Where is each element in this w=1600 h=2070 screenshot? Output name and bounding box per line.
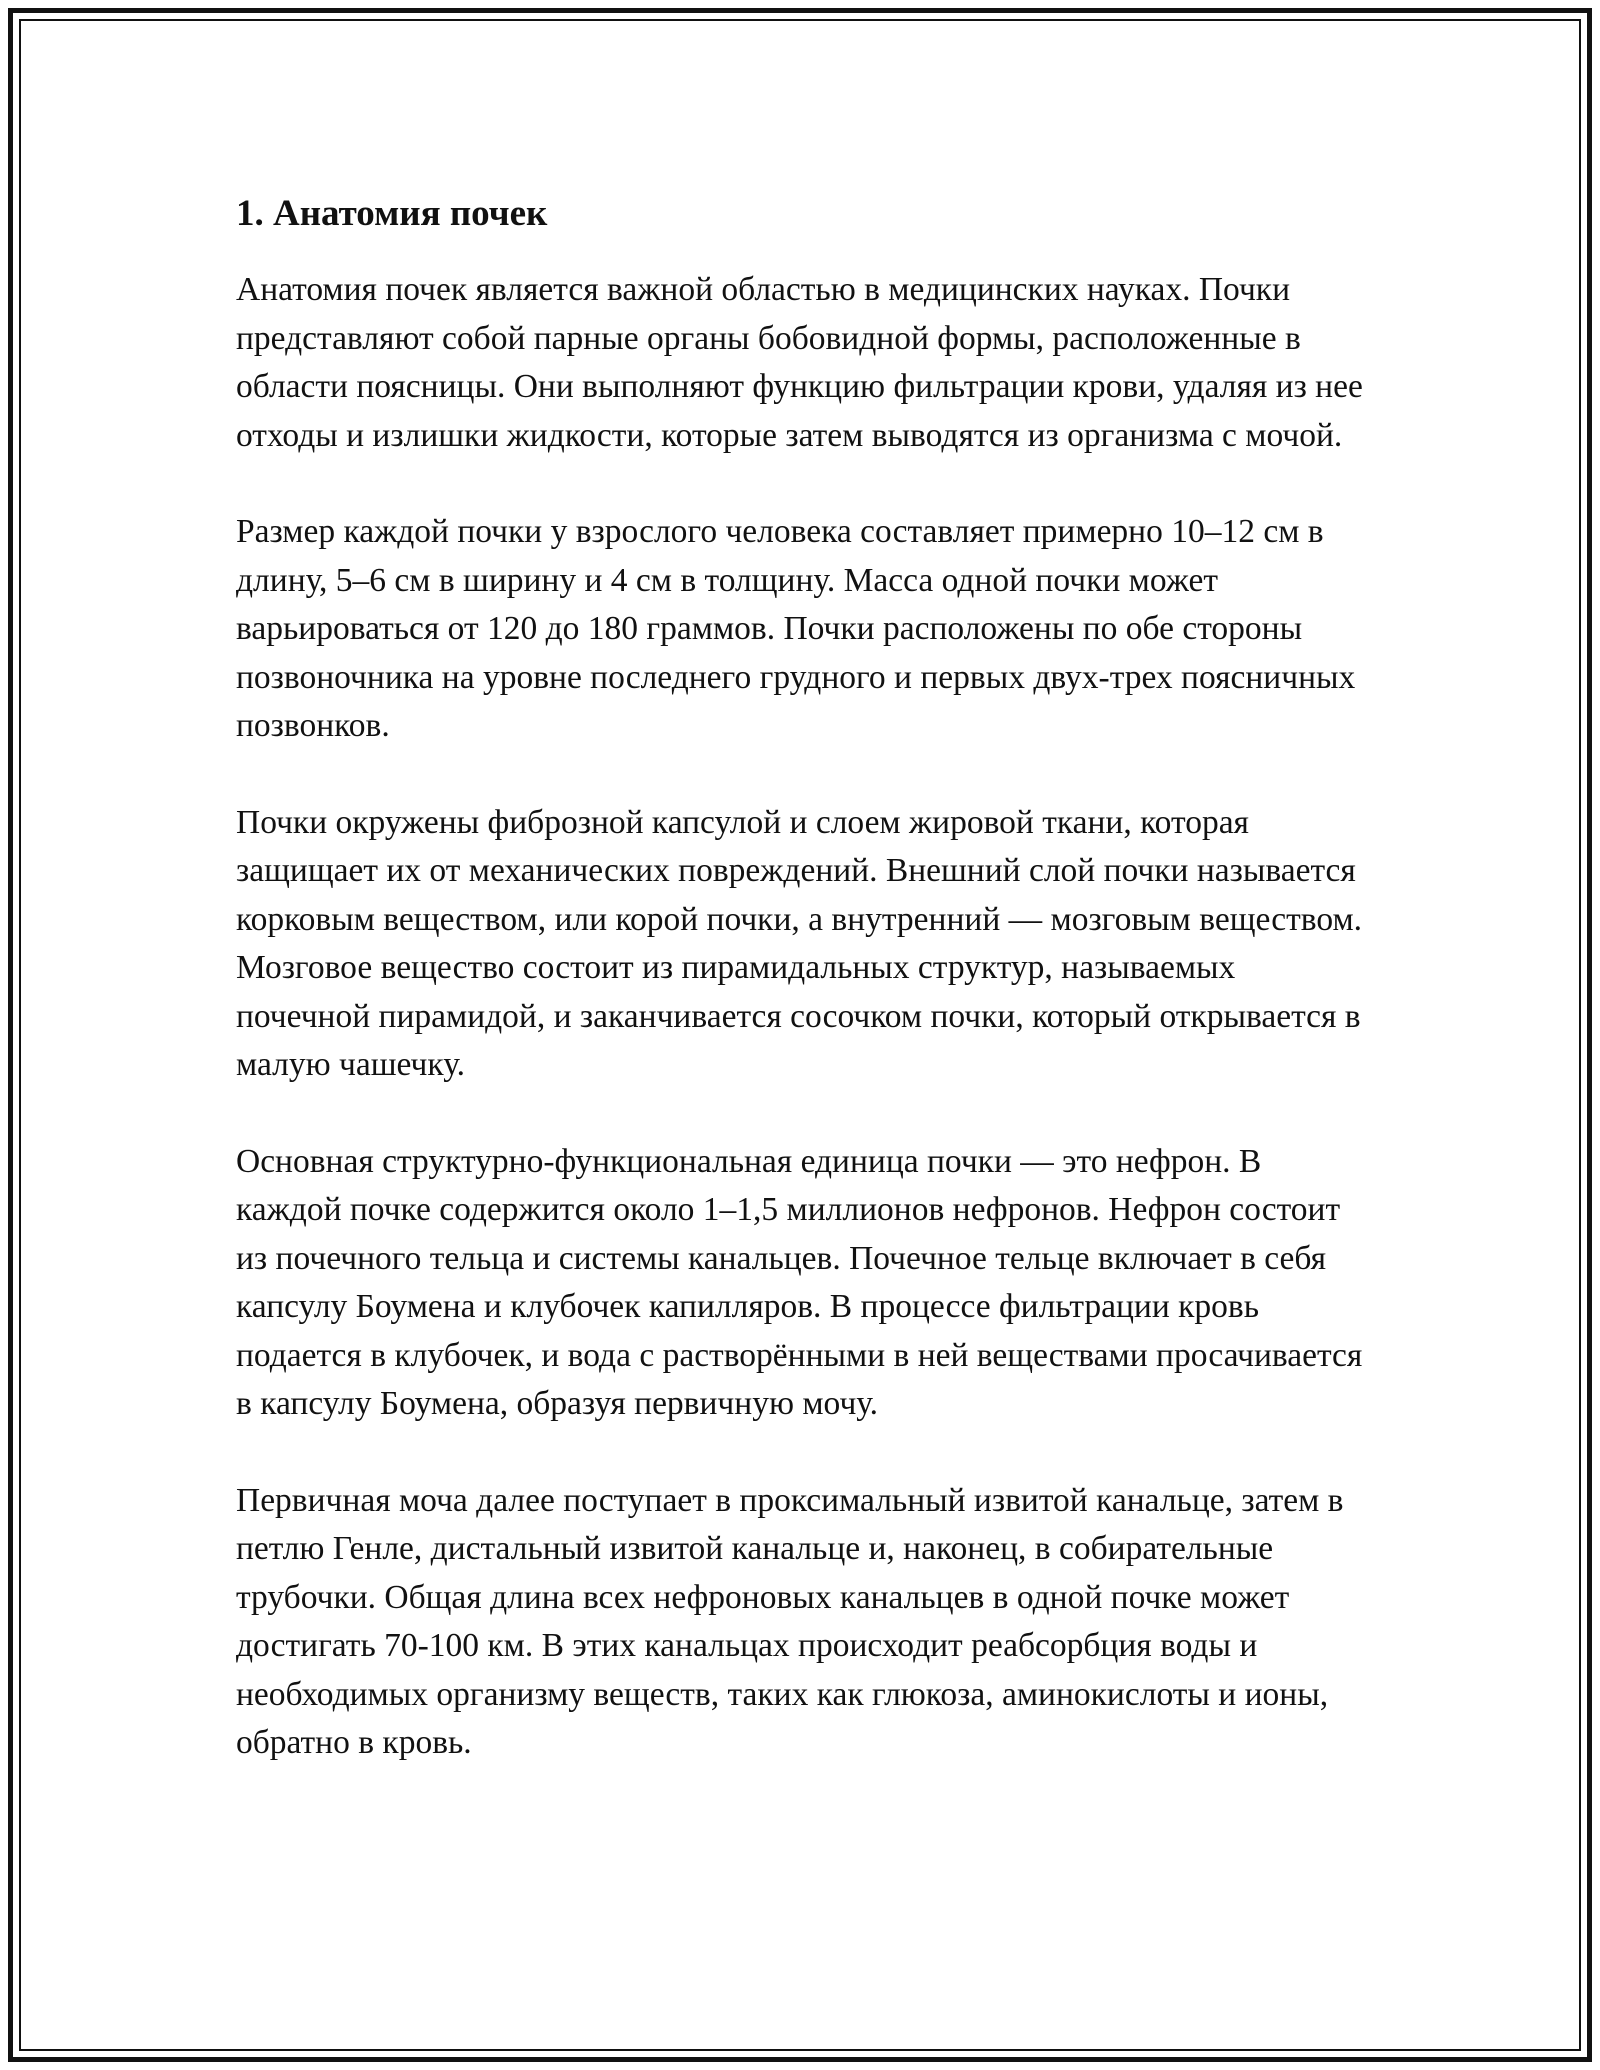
section-heading: 1. Анатомия почек (236, 193, 548, 234)
paragraph-structure: Почки окружены фиброзной капсулой и слоем жировой ткани, которая защищает их от механических повреждений. Внешний слой почки называется корковым веществом, или корой почки, а внутренний — мозговым веществом. Мозговое вещество состоит из пирамидальных структур, называемых почечной пирамидой, и заканчивается сосочком почки, который открывается в малую чашечку. (236, 803, 1363, 1083)
paragraph-size: Размер каждой почки у взрослого человека составляет примерно 10–12 см в длину, 5–6 см в ширину и 4 см в толщину. Масса одной почки может варьироваться от 120 до 180 граммов. Почки расположены по обе стороны позвоночника на уровне последнего грудного и первых двух-трех поясничных позвонков. (236, 513, 1356, 744)
document-body (236, 180, 1366, 1816)
paragraph-nephron: Основная структурно-функциональная единица почки — это нефрон. В каждой почке содержится около 1–1,5 миллионов нефронов. Нефрон состоит из почечного тельца и системы канальцев. Почечное тельце включает в себя капсулу Боумена и клубочек капилляров. В процессе фильтрации кровь подается в клубочек, и вода с растворёнными в ней веществами просачивается в капсулу Боумена, образуя первичную мочу. (236, 1142, 1363, 1422)
paragraph-tubules: Первичная моча далее поступает в проксимальный извитой канальце, затем в петлю Генле, дистальный извитой канальце и, наконец, в собирательные трубочки. Общая длина всех нефроновых канальцев в одной почке может достигать 70-100 км. В этих канальцах происходит реабсорбция воды и необходимых организму веществ, таких как глюкоза, аминокислоты и ионы, обратно в кровь. (236, 1481, 1344, 1761)
paragraph-intro: Анатомия почек является важной областью в медицинских науках. Почки представляют собой парные органы бобовидной формы, расположенные в области поясницы. Они выполняют функцию фильтрации крови, удаляя из нее отходы и излишки жидкости, которые затем выводятся из организма с мочой. (236, 271, 1363, 454)
